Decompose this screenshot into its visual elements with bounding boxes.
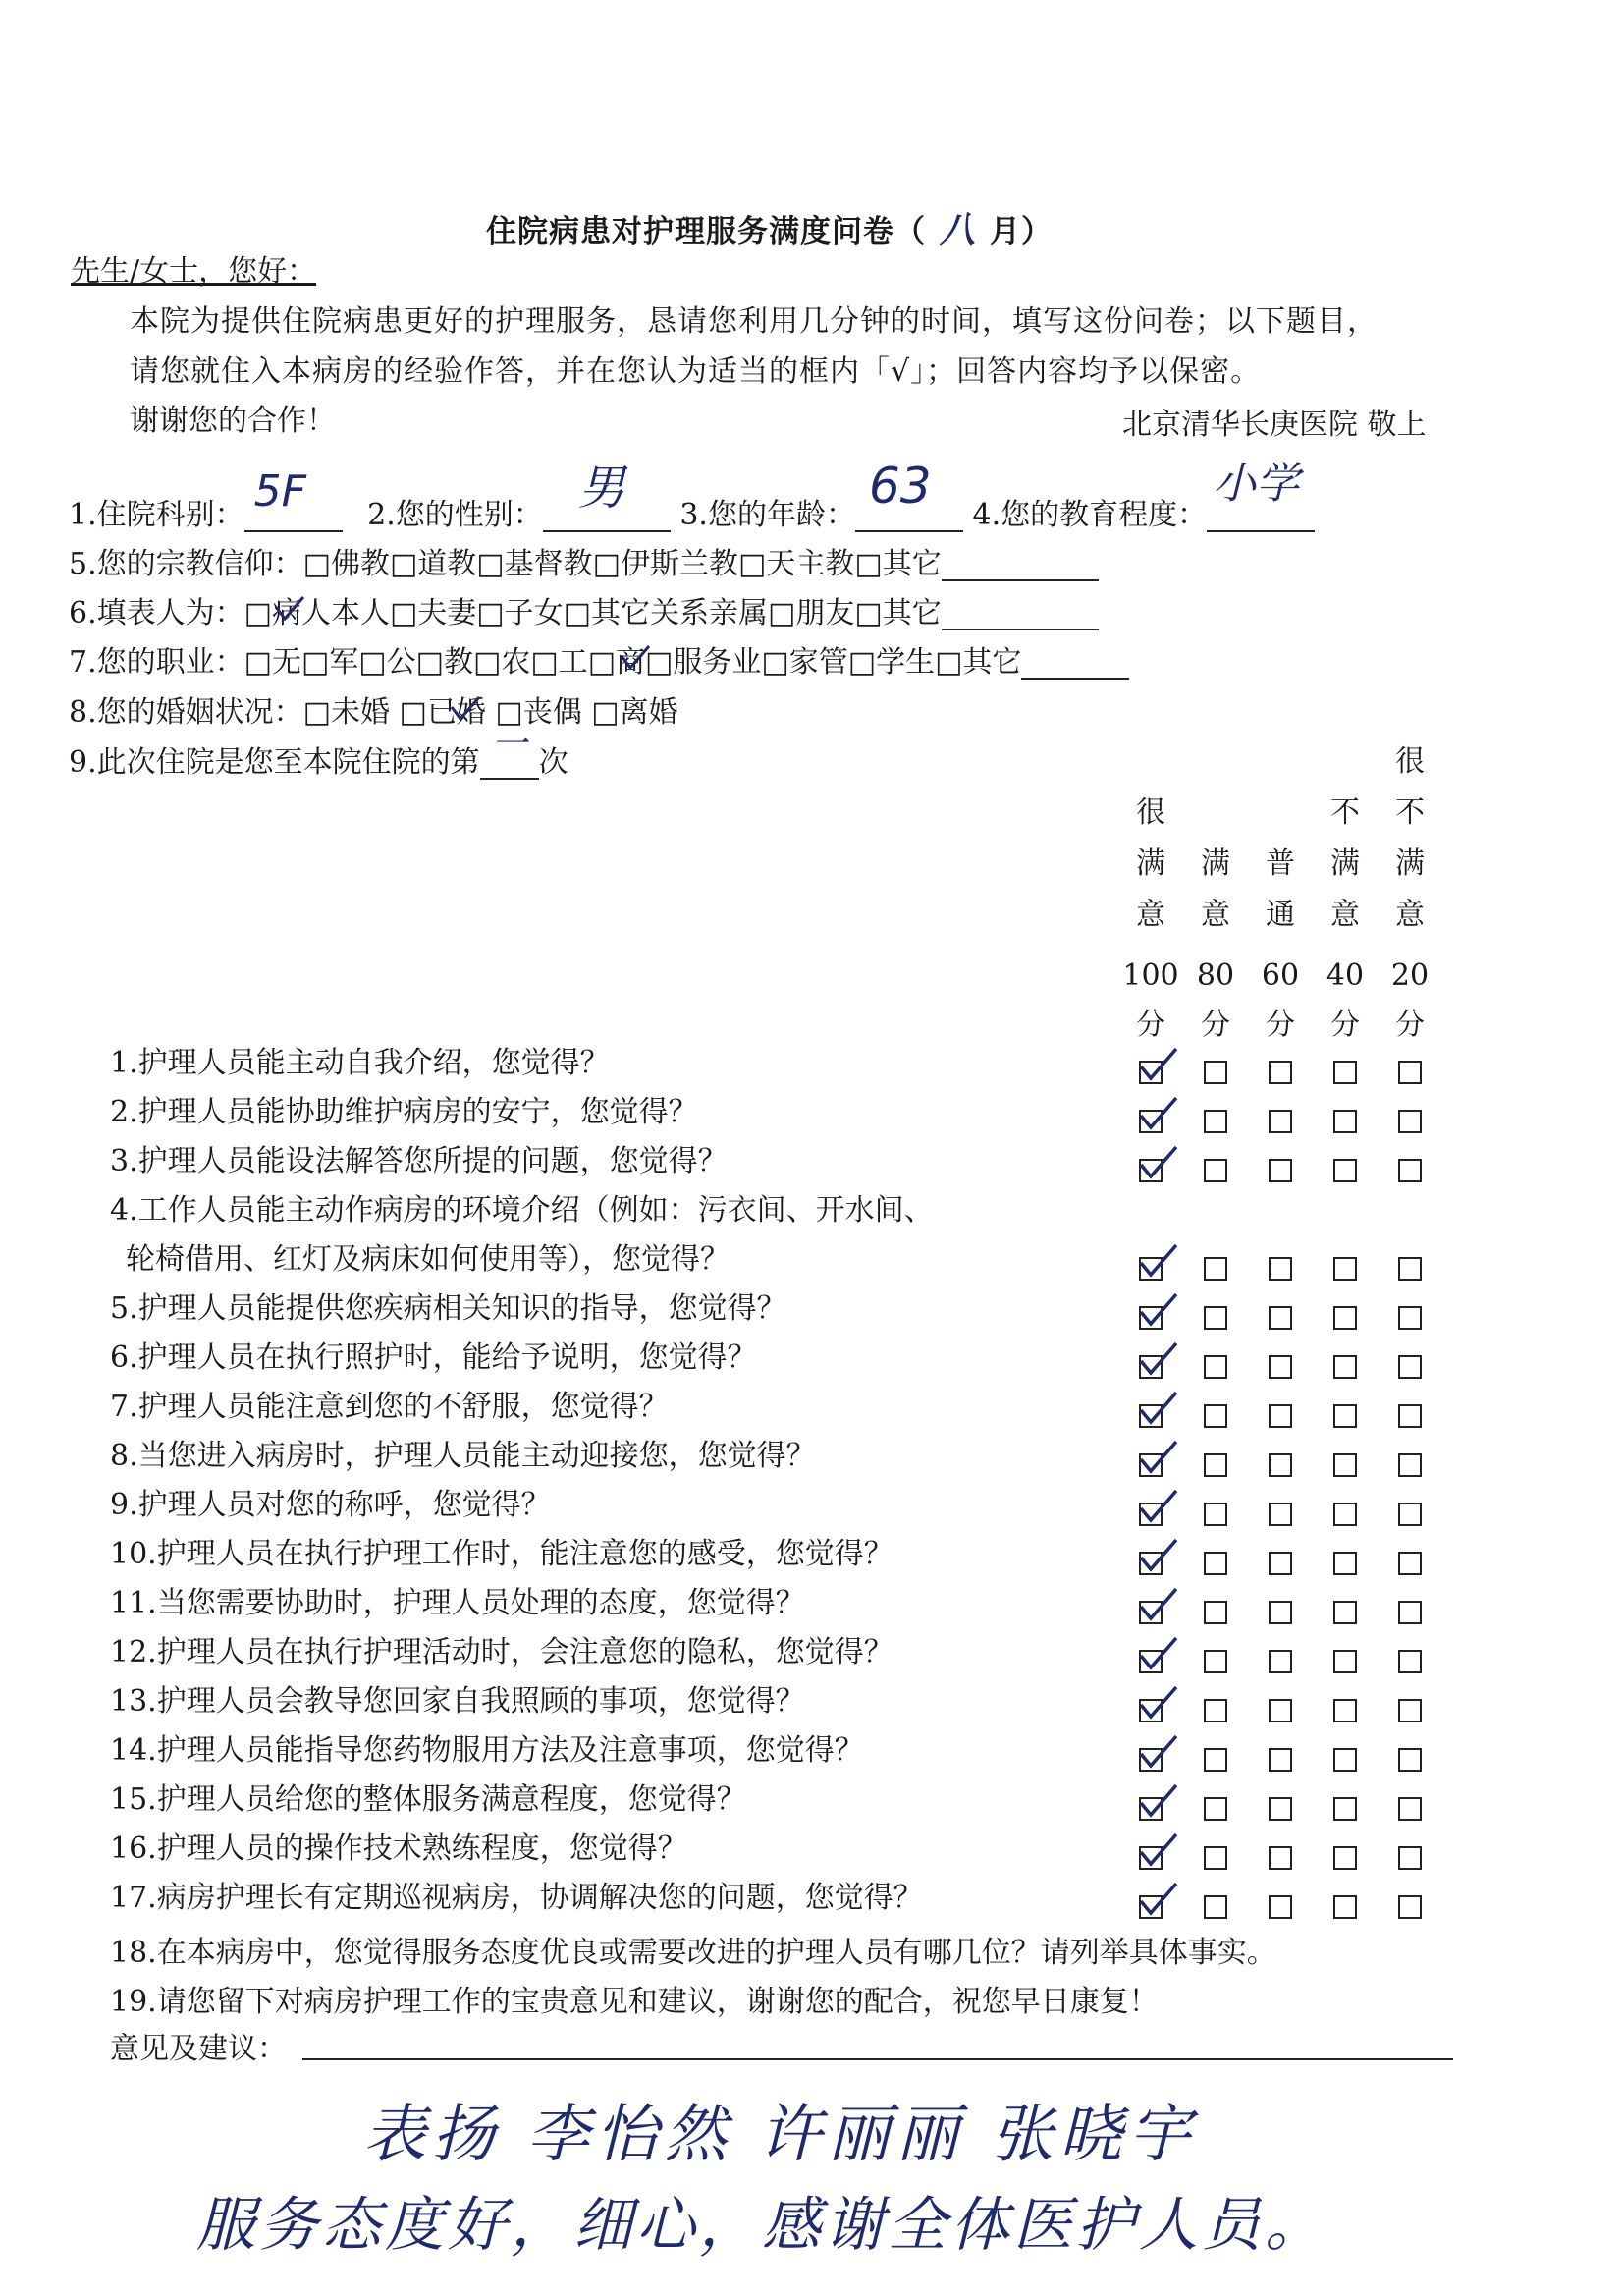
visit-row bbox=[69, 725, 568, 780]
question-4-cont: 轮椅借用、红灯及病床如何使用等），您觉得？ bbox=[126, 1242, 730, 1277]
rating-checkbox-q6-c4[interactable] bbox=[1398, 1355, 1422, 1379]
respondent-tick-icon bbox=[273, 593, 306, 627]
demographics-row-1 bbox=[69, 458, 1315, 532]
rating-checkbox-q17-c4[interactable] bbox=[1398, 1895, 1422, 1919]
visit-field[interactable] bbox=[480, 725, 539, 780]
rating-checkbox-q4-c2[interactable] bbox=[1269, 1257, 1292, 1281]
occupation-other-field[interactable] bbox=[1021, 654, 1129, 680]
question-12: 12.护理人员在执行护理活动时，会注意您的隐私，您觉得？ bbox=[110, 1635, 893, 1669]
rating-checkbox-q2-c2[interactable] bbox=[1269, 1110, 1292, 1133]
rating-checkbox-q4-c4[interactable] bbox=[1398, 1257, 1422, 1281]
rating-col-0-char: 满 bbox=[1136, 847, 1165, 881]
rating-checkbox-q10-c2[interactable] bbox=[1269, 1552, 1292, 1575]
rating-col-4-char: 意 bbox=[1395, 898, 1425, 932]
rating-checkbox-q12-c4[interactable] bbox=[1398, 1650, 1422, 1673]
rating-col-3-char: 满 bbox=[1330, 847, 1360, 881]
rating-checkbox-q7-c4[interactable] bbox=[1398, 1404, 1422, 1428]
rating-col-0-score: 100 bbox=[1122, 958, 1179, 993]
rating-col-0-char: 很 bbox=[1136, 795, 1165, 830]
question-3: 3.护理人员能设法解答您所提的问题，您觉得？ bbox=[110, 1144, 728, 1178]
rating-checkbox-q11-c4[interactable] bbox=[1398, 1601, 1422, 1624]
religion-row bbox=[69, 548, 1099, 581]
occupation-row bbox=[69, 646, 1129, 680]
title-text: 住院病患对护理服务满度问卷 bbox=[486, 214, 894, 249]
rating-checkbox-q15-c2[interactable] bbox=[1269, 1797, 1292, 1821]
rating-checkbox-q10-c3[interactable] bbox=[1333, 1552, 1357, 1575]
suggestion-line[interactable] bbox=[302, 2058, 1453, 2060]
rating-col-4-char: 不 bbox=[1395, 795, 1425, 830]
rating-checkbox-q3-c3[interactable] bbox=[1333, 1159, 1357, 1182]
rating-checkbox-q2-c3[interactable] bbox=[1333, 1110, 1357, 1133]
rating-tick-icon bbox=[1137, 1239, 1180, 1283]
title-month-suffix: 月） bbox=[990, 214, 1054, 249]
rating-checkbox-q4-c3[interactable] bbox=[1333, 1257, 1357, 1281]
rating-tick-icon bbox=[1137, 1092, 1180, 1135]
rating-checkbox-q11-c3[interactable] bbox=[1333, 1601, 1357, 1624]
rating-col-3-char: 不 bbox=[1330, 795, 1360, 830]
question-18: 18.在本病房中，您觉得服务态度优良或需要改进的护理人员有哪几位？请列举具体事实。 bbox=[110, 1936, 1276, 1970]
question-7: 7.护理人员能注意到您的不舒服，您觉得？ bbox=[110, 1390, 669, 1424]
rating-col-2-score: 60 bbox=[1261, 958, 1300, 993]
rating-checkbox-q5-c3[interactable] bbox=[1333, 1306, 1357, 1330]
rating-col-4-unit: 分 bbox=[1395, 1008, 1425, 1042]
edu-label: 4.您的教育程度： bbox=[972, 498, 1208, 532]
rating-checkbox-q8-c4[interactable] bbox=[1398, 1453, 1422, 1477]
question-19: 19.请您留下对病房护理工作的宝贵意见和建议，谢谢您的配合，祝您早日康复！ bbox=[110, 1985, 1159, 2019]
gender-field[interactable] bbox=[543, 461, 671, 532]
rating-tick-icon bbox=[1137, 1681, 1180, 1724]
rating-tick-icon bbox=[1137, 1583, 1180, 1626]
rating-col-3-unit: 分 bbox=[1330, 1008, 1360, 1042]
page-title bbox=[486, 202, 1053, 252]
rating-col-1-score: 80 bbox=[1196, 958, 1235, 993]
respondent-row bbox=[69, 597, 1099, 630]
edu-handwritten: 小学 bbox=[1213, 459, 1300, 509]
age-handwritten: 63 bbox=[868, 458, 932, 515]
rating-checkbox-q10-c1[interactable] bbox=[1204, 1552, 1227, 1575]
marital-tick-icon bbox=[449, 693, 482, 727]
rating-tick-icon bbox=[1137, 1730, 1180, 1774]
religion-other-field[interactable] bbox=[942, 556, 1099, 581]
occupation-tick-icon bbox=[619, 642, 652, 676]
rating-checkbox-q15-c3[interactable] bbox=[1333, 1797, 1357, 1821]
rating-checkbox-q12-c2[interactable] bbox=[1269, 1650, 1292, 1673]
question-4: 4.工作人员能主动作病房的环境介绍（例如：污衣间、开水间、 bbox=[110, 1193, 934, 1228]
visit-suffix: 次 bbox=[538, 745, 568, 780]
question-16: 16.护理人员的操作技术熟练程度，您觉得？ bbox=[110, 1831, 687, 1866]
rating-col-2-char: 通 bbox=[1266, 898, 1295, 932]
rating-checkbox-q3-c4[interactable] bbox=[1398, 1159, 1422, 1182]
rating-checkbox-q2-c1[interactable] bbox=[1204, 1110, 1227, 1133]
rating-col-1-unit: 分 bbox=[1201, 1008, 1230, 1042]
rating-checkbox-q4-c1[interactable] bbox=[1204, 1257, 1227, 1281]
rating-checkbox-q14-c2[interactable] bbox=[1269, 1748, 1292, 1772]
gender-handwritten: 男 bbox=[577, 461, 625, 516]
rating-tick-icon bbox=[1137, 1387, 1180, 1430]
rating-tick-icon bbox=[1137, 1632, 1180, 1675]
question-14: 14.护理人员能指导您药物服用方法及注意事项，您觉得？ bbox=[110, 1733, 864, 1768]
rating-checkbox-q11-c1[interactable] bbox=[1204, 1601, 1227, 1624]
rating-checkbox-q15-c4[interactable] bbox=[1398, 1797, 1422, 1821]
age-field[interactable] bbox=[855, 458, 963, 532]
dept-label: 1.住院科别： bbox=[69, 498, 244, 532]
rating-checkbox-q6-c3[interactable] bbox=[1333, 1355, 1357, 1379]
rating-checkbox-q1-c2[interactable] bbox=[1269, 1061, 1292, 1084]
question-17: 17.病房护理长有定期巡视病房，协调解决您的问题，您觉得？ bbox=[110, 1881, 923, 1915]
rating-checkbox-q14-c1[interactable] bbox=[1204, 1748, 1227, 1772]
rating-tick-icon bbox=[1137, 1043, 1180, 1086]
rating-col-1-char: 满 bbox=[1201, 847, 1230, 881]
rating-checkbox-q3-c1[interactable] bbox=[1204, 1159, 1227, 1182]
rating-checkbox-q9-c4[interactable] bbox=[1398, 1503, 1422, 1526]
rating-tick-icon bbox=[1137, 1338, 1180, 1381]
question-10: 10.护理人员在执行护理工作时，能注意您的感受，您觉得？ bbox=[110, 1537, 893, 1571]
gender-label: 2.您的性别： bbox=[367, 498, 543, 532]
rating-checkbox-q7-c1[interactable] bbox=[1204, 1404, 1227, 1428]
intro-line-2: 请您就住入本病房的经验作答，并在您认为适当的框内「√」；回答内容均予以保密。 bbox=[130, 355, 1262, 389]
rating-checkbox-q16-c3[interactable] bbox=[1333, 1846, 1357, 1870]
rating-checkbox-q11-c2[interactable] bbox=[1269, 1601, 1292, 1624]
title-month-prefix: （ bbox=[894, 214, 926, 249]
occupation-text: 7.您的职业：□无□军□公□教□农□工□商□服务业□家管□学生□其它 bbox=[69, 645, 1022, 680]
edu-field[interactable] bbox=[1207, 459, 1315, 532]
rating-checkbox-q13-c3[interactable] bbox=[1333, 1699, 1357, 1722]
rating-checkbox-q16-c4[interactable] bbox=[1398, 1846, 1422, 1870]
rating-col-0-unit: 分 bbox=[1136, 1008, 1165, 1042]
rating-checkbox-q8-c1[interactable] bbox=[1204, 1453, 1227, 1477]
question-15: 15.护理人员给您的整体服务满意程度，您觉得？ bbox=[110, 1782, 746, 1817]
rating-checkbox-q6-c1[interactable] bbox=[1204, 1355, 1227, 1379]
rating-checkbox-q14-c4[interactable] bbox=[1398, 1748, 1422, 1772]
question-6: 6.护理人员在执行照护时，能给予说明，您觉得？ bbox=[110, 1340, 757, 1375]
question-8: 8.当您进入病房时，护理人员能主动迎接您，您觉得？ bbox=[110, 1439, 816, 1473]
rating-checkbox-q13-c2[interactable] bbox=[1269, 1699, 1292, 1722]
rating-tick-icon bbox=[1137, 1485, 1180, 1528]
rating-tick-icon bbox=[1137, 1878, 1180, 1921]
rating-checkbox-q16-c2[interactable] bbox=[1269, 1846, 1292, 1870]
rating-checkbox-q9-c3[interactable] bbox=[1333, 1503, 1357, 1526]
rating-checkbox-q13-c1[interactable] bbox=[1204, 1699, 1227, 1722]
rating-col-1-char: 意 bbox=[1201, 898, 1230, 932]
intro-line-1: 本院为提供住院病患更好的护理服务，恳请您利用几分钟的时间，填写这份问卷；以下题目， bbox=[130, 304, 1378, 339]
respondent-other-field[interactable] bbox=[942, 605, 1099, 630]
rating-checkbox-q3-c2[interactable] bbox=[1269, 1159, 1292, 1182]
visit-handwritten: 一 bbox=[491, 725, 527, 765]
dept-field[interactable] bbox=[244, 466, 343, 532]
rating-checkbox-q7-c2[interactable] bbox=[1269, 1404, 1292, 1428]
question-13: 13.护理人员会教导您回家自我照顾的事项，您觉得？ bbox=[110, 1684, 805, 1719]
rating-tick-icon bbox=[1137, 1436, 1180, 1479]
rating-col-2-unit: 分 bbox=[1266, 1008, 1295, 1042]
rating-checkbox-q17-c1[interactable] bbox=[1204, 1895, 1227, 1919]
intro-line-3: 谢谢您的合作！ bbox=[130, 404, 336, 438]
rating-checkbox-q7-c3[interactable] bbox=[1333, 1404, 1357, 1428]
title-month-handwritten: 八 bbox=[940, 210, 977, 250]
rating-checkbox-q1-c1[interactable] bbox=[1204, 1061, 1227, 1084]
rating-col-3-score: 40 bbox=[1325, 958, 1365, 993]
rating-checkbox-q5-c1[interactable] bbox=[1204, 1306, 1227, 1330]
rating-tick-icon bbox=[1137, 1288, 1180, 1332]
rating-tick-icon bbox=[1137, 1829, 1180, 1872]
question-9: 9.护理人员对您的称呼，您觉得？ bbox=[110, 1488, 551, 1522]
question-11: 11.当您需要协助时，护理人员处理的态度，您觉得？ bbox=[110, 1586, 805, 1620]
religion-text: 5.您的宗教信仰：□佛教□道教□基督教□伊斯兰教□天主教□其它 bbox=[69, 547, 942, 581]
rating-checkbox-q14-c3[interactable] bbox=[1333, 1748, 1357, 1772]
rating-checkbox-q8-c2[interactable] bbox=[1269, 1453, 1292, 1477]
rating-checkbox-q9-c2[interactable] bbox=[1269, 1503, 1292, 1526]
rating-tick-icon bbox=[1137, 1141, 1180, 1184]
rating-checkbox-q13-c4[interactable] bbox=[1398, 1699, 1422, 1722]
question-5: 5.护理人员能提供您疾病相关知识的指导，您觉得？ bbox=[110, 1291, 786, 1326]
rating-checkbox-q17-c2[interactable] bbox=[1269, 1895, 1292, 1919]
rating-tick-icon bbox=[1137, 1534, 1180, 1577]
rating-col-4-score: 20 bbox=[1390, 958, 1430, 993]
greeting: 先生/女士，您好： bbox=[71, 254, 317, 289]
handwritten-comment-line-1: 表扬 李怡然 许丽丽 张晓宇 bbox=[363, 2099, 1198, 2171]
rating-col-4-char: 满 bbox=[1395, 847, 1425, 881]
rating-col-0-char: 意 bbox=[1136, 898, 1165, 932]
rating-checkbox-q15-c1[interactable] bbox=[1204, 1797, 1227, 1821]
rating-checkbox-q9-c1[interactable] bbox=[1204, 1503, 1227, 1526]
question-2: 2.护理人员能协助维护病房的安宁，您觉得？ bbox=[110, 1095, 698, 1129]
visit-prefix: 9.此次住院是您至本院住院的第 bbox=[69, 745, 480, 780]
marital-row: 8.您的婚姻状况：□未婚 □已婚 □丧偶 □离婚 bbox=[69, 695, 678, 730]
rating-tick-icon bbox=[1137, 1779, 1180, 1823]
rating-checkbox-q5-c2[interactable] bbox=[1269, 1306, 1292, 1330]
rating-checkbox-q8-c3[interactable] bbox=[1333, 1453, 1357, 1477]
handwritten-comment-line-2: 服务态度好，细心，感谢全体医护人员。 bbox=[196, 2191, 1327, 2260]
rating-checkbox-q2-c4[interactable] bbox=[1398, 1110, 1422, 1133]
rating-checkbox-q1-c3[interactable] bbox=[1333, 1061, 1357, 1084]
rating-col-4-char: 很 bbox=[1395, 744, 1425, 779]
rating-checkbox-q17-c3[interactable] bbox=[1333, 1895, 1357, 1919]
rating-col-3-char: 意 bbox=[1330, 898, 1360, 932]
rating-checkbox-q12-c3[interactable] bbox=[1333, 1650, 1357, 1673]
rating-checkbox-q6-c2[interactable] bbox=[1269, 1355, 1292, 1379]
respondent-text: 6.填表人为：□病人本人□夫妻□子女□其它关系亲属□朋友□其它 bbox=[69, 596, 942, 630]
rating-checkbox-q16-c1[interactable] bbox=[1204, 1846, 1227, 1870]
signoff: 北京清华长庚医院 敬上 bbox=[1122, 408, 1427, 442]
question-1: 1.护理人员能主动自我介绍，您觉得？ bbox=[110, 1046, 610, 1080]
suggestion-label: 意见及建议： bbox=[110, 2032, 287, 2066]
rating-checkbox-q5-c4[interactable] bbox=[1398, 1306, 1422, 1330]
age-label: 3.您的年龄： bbox=[679, 498, 855, 532]
dept-handwritten: 5F bbox=[253, 466, 306, 517]
rating-col-2-char: 普 bbox=[1266, 847, 1295, 881]
rating-checkbox-q1-c4[interactable] bbox=[1398, 1061, 1422, 1084]
rating-checkbox-q12-c1[interactable] bbox=[1204, 1650, 1227, 1673]
rating-checkbox-q10-c4[interactable] bbox=[1398, 1552, 1422, 1575]
